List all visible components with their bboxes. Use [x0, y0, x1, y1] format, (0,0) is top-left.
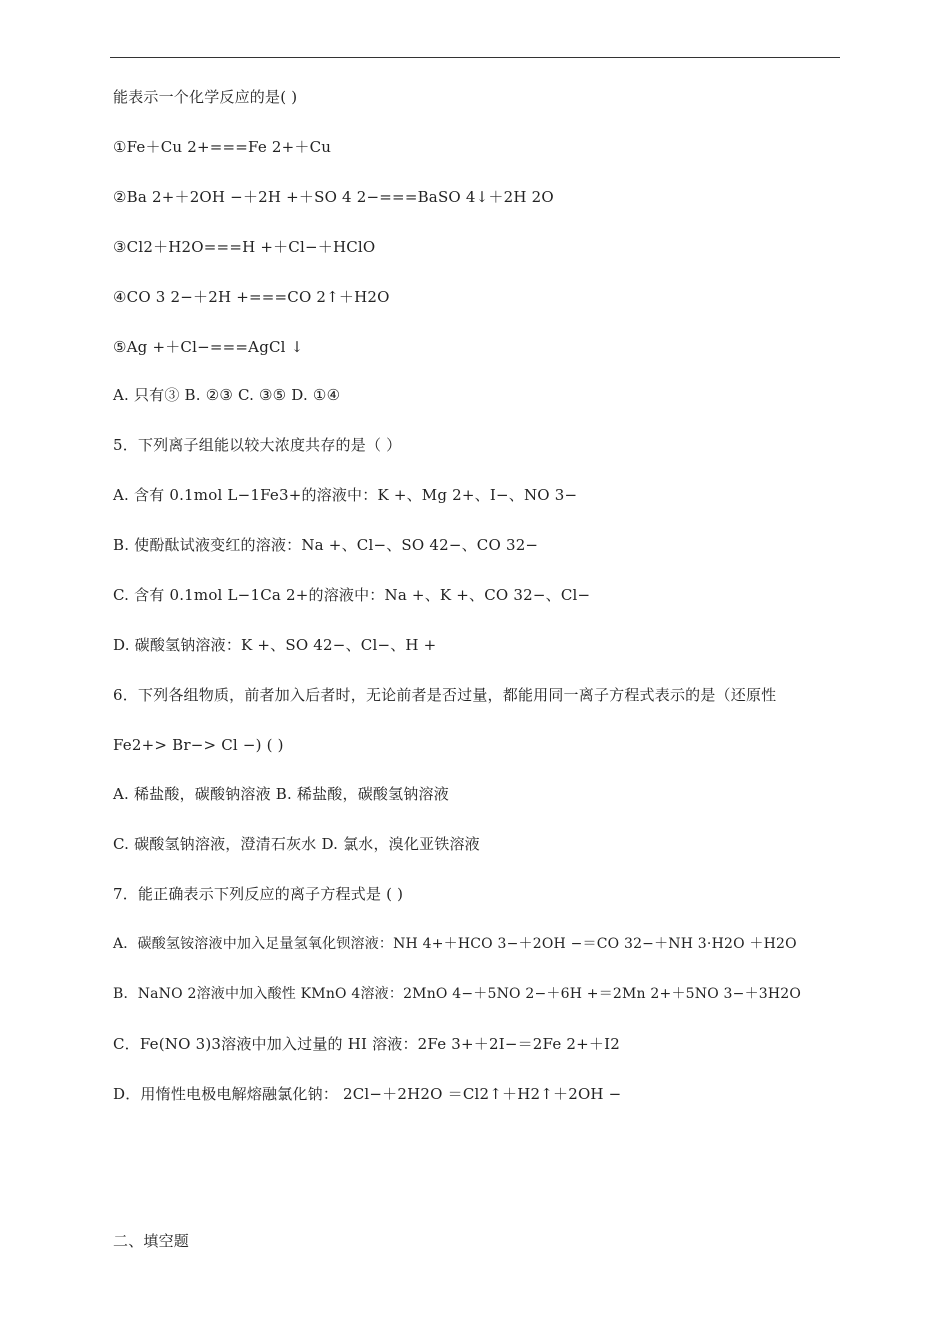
header-rule [110, 57, 840, 58]
question-7-option-a: A．碳酸氢铵溶液中加入足量氢氧化钡溶液：NH 4+＋HCO 3−＋2OH −＝CO 32−＋NH 3·H2O ＋H2O [113, 936, 797, 952]
question-4-options: A. 只有③ B. ②③ C. ③⑤ D. ①④ [113, 386, 341, 404]
question-7-option-c: C．Fe(NO 3)3溶液中加入过量的 HI 溶液：2Fe 3+＋2I−＝2Fe 2+＋I2 [113, 1035, 620, 1053]
question-7-stem: 7．能正确表示下列反应的离子方程式是 ( ) [113, 885, 404, 903]
equation-3: ③Cl2＋H2O===H +＋Cl−＋HClO [113, 238, 376, 256]
equation-4: ④CO 3 2−＋2H +===CO 2↑＋H2O [113, 288, 390, 306]
question-7-option-d: D．用惰性电极电解熔融氯化钠： 2Cl−＋2H2O ＝Cl2↑＋H2↑＋2OH − [113, 1085, 622, 1103]
question-7-option-b: B．NaNO 2溶液中加入酸性 KMnO 4溶液：2MnO 4−＋5NO 2−＋6H +＝2Mn 2+＋5NO 3−＋3H2O [113, 986, 802, 1002]
question-6-options-ab: A. 稀盐酸，碳酸钠溶液 B. 稀盐酸，碳酸氢钠溶液 [113, 785, 449, 803]
question-6-stem: 6．下列各组物质，前者加入后者时，无论前者是否过量，都能用同一离子方程式表示的是（还原性 [113, 686, 777, 704]
equation-1: ①Fe＋Cu 2+===Fe 2+＋Cu [113, 138, 332, 156]
equation-2: ②Ba 2+＋2OH −＋2H +＋SO 4 2−===BaSO 4↓＋2H 2O [113, 188, 554, 206]
question-5-option-d: D. 碳酸氢钠溶液：K +、SO 42−、Cl−、H + [113, 636, 437, 654]
question-5-option-a: A. 含有 0.1mol L−1Fe3+的溶液中：K +、Mg 2+、I−、NO 3− [113, 486, 578, 504]
question-5-option-b: B. 使酚酞试液变红的溶液：Na +、Cl−、SO 42−、CO 32− [113, 536, 539, 554]
equation-5: ⑤Ag +＋Cl−===AgCl ↓ [113, 338, 304, 356]
question-6-options-cd: C. 碳酸氢钠溶液，澄清石灰水 D. 氯水，溴化亚铁溶液 [113, 835, 480, 853]
section-heading-fill-in: 二、填空题 [113, 1232, 190, 1250]
question-6-stem-cont: Fe2+> Br−> Cl −) ( ) [113, 736, 284, 754]
question-5-option-c: C. 含有 0.1mol L−1Ca 2+的溶液中：Na +、K +、CO 32−、Cl− [113, 586, 591, 604]
question-4-stem: 能表示一个化学反应的是( ) [113, 88, 298, 106]
question-5-stem: 5．下列离子组能以较大浓度共存的是（ ） [113, 436, 402, 454]
